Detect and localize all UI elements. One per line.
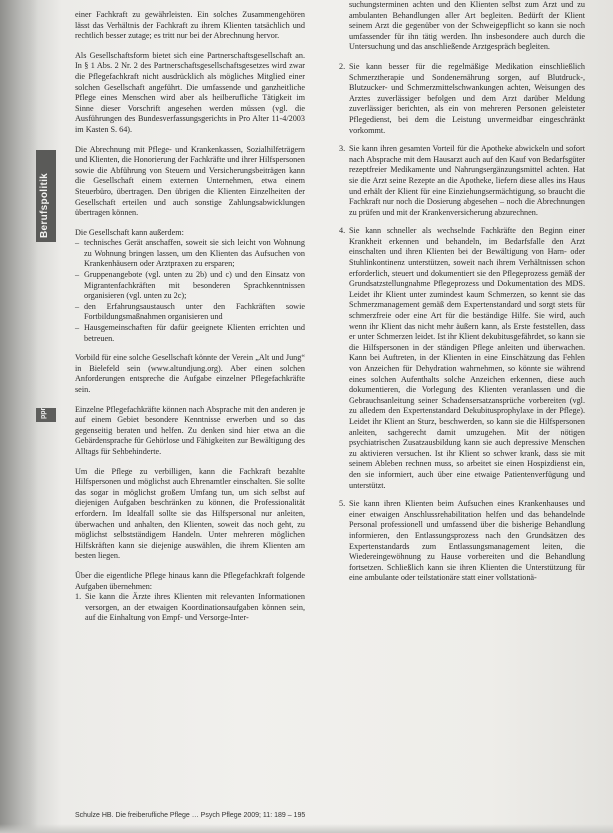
list-item — [339, 226, 585, 491]
list-number: 4. — [339, 226, 346, 236]
page-gutter-shadow — [0, 0, 38, 833]
journal-tab-small-label: ppr — [40, 407, 47, 419]
paragraph-intro: Die Gesellschaft kann außerdem: — [75, 227, 184, 237]
paragraph: Um die Pflege zu verbilligen, kann die Fachkraft bezahlte Hilfspersonen und möglichst auch Ehrenamtler einschalten. Sie sollte das sogar in möglichst großem Umfang tun, um sich selbst auf diejenigen Aufgaben beschränken zu können, die Professionalität erfordern. Im Idealfall sollte sie das Hilfspersonal nur anleiten, überwachen und anhalten, den Klienten, soweit das noch geht, zu möglichst selbstständigem Handeln. Unter mehreren möglichen Hilfskräften kann sie diejenige auswählen, die ihrem Klienten am besten liegen. — [75, 466, 305, 561]
list-item-text: Sie kann ihren Klienten beim Aufsuchen eines Krankenhauses und einer etwaigen Anschlussrehabilitation helfen und das behandelnde Personal professionell und umfassend über die bisherige Behandlung informieren, den Entlassungsprozess nach den Grundsätzen des Expertenstandards zum Entlassungsmanagement leiten, die Wiedereingewöhnung zu Hause vorbereiten und die Behandlung fortsetzen. Schließlich kann sie ihren Klienten die Unterstützung für eine ambulante oder teilstationäre statt einer vollstationä- — [349, 499, 585, 583]
section-tab-label: Berufspolitik — [39, 172, 50, 238]
list-item — [339, 144, 585, 218]
bullet-list — [75, 238, 305, 344]
list-item: – den Erfahrungsaustausch unter den Fachkräften sowie Fortbildungsmaßnahmen organisieren und — [75, 302, 305, 323]
list-item: – technisches Gerät anschaffen, soweit sie sich leicht von Wohnung zu Wohnung bringen lassen, um den Klienten das Aufsuchen von Krankenhäusern oder Arztpraxen zu ersparen; — [75, 238, 305, 270]
right-column — [339, 0, 585, 592]
list-item-text: Sie kann schneller als wechselnde Fachkräfte den Beginn einer Krankheit erkennen und behandeln, im Bedarfsfalle den Arzt einschalten und ihren Klienten bei der Bewältigung von Harn- oder Stuhlinkontinenz unterstützen, soweit nach ihrem Verhältnissen schon erforderlich, steuert und dokumentiert sie den Pflegeprozess gemäß der Grundsatzstellungnahme Pflegeprozess und Dokumentation des MDS. Leidet ihr Klient unter zumindest kaum Schmerzen, so kennt sie das Schmerzmanagement gemäß dem Expertenstandard und sorgt stets für schmerzfreie oder eine Art für die beständige Hilfe. Sie wird, auch wenn ihr Klient das nicht mehr äußern kann, als Erste feststellen, dass er unter Schmerzen leidet. Ist ihr Klient dekubitusgefährdet, so kann sie die Hilfspersonen in der ständigen Pflege anleiten und überwachen. Kann bei Auftreten, in der Klienten in eine Einschätzung das Fehlen von Anzeichen für Dehydration wahrnehmen, so könnte sie während eines solchen Aufenthalts solche Anzeichen erkennen, diese auch dokumentieren, die Vorlegung des Klienten veranlassen und die Gebrauchsanleitung seiner Schadensersatzansprüche vorbereiten (vgl. zu alledem den Expertenstandard Dekubitusprophylaxe in der Pflege). Leidet ihr Klient an Sturz, beschwerden, so kann sie die Hilfspersonen anleiten, sachgerecht damit umzugehen. Mit der nötigen psychiatrischen Zusatzausbildung kann sie auch depressive Menschen zu aktivieren versuchen. Ist ihr Klient so schwer krank, dass sie mit seinem Ableben rechnen muss, so arbeitet sie einen Hospizdienst ein, den sie informiert, auch über eine etwaige Patientenverfügung und unterstützt. — [349, 226, 585, 490]
list-item: 1. Sie kann die Ärzte ihres Klienten mit relevanten Informationen versorgen, an der etwaigen Koordinationsaufgaben können sein, auf die Einhaltung von Empf- und Versorge-Inter- — [75, 592, 305, 623]
paragraph-intro: Über die eigentliche Pflege hinaus kann die Pflegefachkraft folgende Aufgaben übernehmen: — [75, 570, 305, 591]
journal-tab-small — [36, 408, 56, 422]
numbered-list — [339, 62, 585, 584]
paragraph: suchungsterminen achten und den Klienten selbst zum Arzt und zu ambulanten Behandlungen aller Art begleiten. Bedürft der Klient seinem Arzt die gegenüber von der Schweigepflicht so kann sie noch umfassender für ihn tätig werden. Ihn insbesondere auch durch die Untersuchung und das anschließende Arztgespräch begleiten. — [349, 0, 585, 52]
left-column — [75, 10, 305, 632]
list-item: – Hausgemeinschaften für dafür geeignete Klienten errichten und betreuen. — [75, 323, 305, 344]
list-item — [339, 499, 585, 584]
numbered-list — [75, 592, 305, 624]
page-footer-citation: Schulze HB. Die freiberufliche Pflege … Psych Pflege 2009; 11: 189 – 195 — [75, 812, 306, 819]
list-item-text: Sie kann besser für die regelmäßige Medikation einschließlich Schmerztherapie und Sondenernährung sorgen, auf Blutdruck-, Blutzucker- und Schmerzmittelschwankungen achten, Weisungen des Arztes zuverlässiger befolgen und dem Arzt darüber Meldung zuverlässiger berichten, als ein von mehreren Personen geleisteter Pflegedienst, bei dem die Leistung unvermeidbar eingeschränkt vorkommt. — [349, 61, 585, 135]
section-tab — [36, 150, 56, 242]
list-number: 3. — [339, 144, 346, 154]
page-bottom-shadow — [0, 824, 613, 833]
paragraph: Die Abrechnung mit Pflege- und Krankenkassen, Sozialhilfeträgern und Klienten, die Honorierung der Fachkräfte und ihrer Hilfspersonen sowie die Abführung von Steuern und Versicherungsbeiträgen kann die Gesellschaft einem externen Unternehmen, etwa einem Steuerbüro, übertragen. Den übrigen die Klienten Einzelheiten der Gesellschaft erteilen und auch sonstige Zahlungsabwicklungen übertragen können. — [75, 144, 305, 218]
list-number: 2. — [339, 61, 346, 71]
paragraph: Einzelne Pflegefachkräfte können nach Absprache mit den anderen je auf einem Gebiet besondere Kenntnisse erwerben und so das gegenseitig beraten und helfen. Zu denken sind hier etwa an die Gebärdensprache für Gehörlose und Fähigkeiten zur Bewältigung des Alltags für Sehbehinderte. — [75, 404, 305, 456]
paragraph: Vorbild für eine solche Gesellschaft könnte der Verein „Alt und Jung“ in Bielefeld sein (www.altundjung.org). Aber einen solchen Anforderungen entspreche die Aufgabe einzelner Pflegefachkräfte sein. — [75, 353, 305, 394]
paragraph: einer Fachkraft zu gewährleisten. Ein solches Zusammengehören lässt das Verhältnis der Fachkraft zu ihrem Klienten tatsächlich und rechtlich besser zutage; es tritt nur bei der Abrechnung hervor. — [75, 10, 305, 41]
list-number: 5. — [339, 499, 346, 509]
list-item — [339, 62, 585, 136]
paragraph: Als Gesellschaftsform bietet sich eine Partnerschaftsgesellschaft an. In § 1 Abs. 2 Nr. 2 des Partnerschaftsgesellschaftsgesetzes wird zwar die Pflegefachkraft nicht ausdrücklich als mögliches Mitglied einer solchen Gesellschaft angeführt. Die umfassende und ganzheitliche Pflege eines Menschen wird aber als heilberufliche Tätigkeit im Sinne dieser Vorschrift angesehen werden müssen (vgl. die Ausführungen des Bundesverfassungsgerichts in Pro Alter 11-4/2003 im Kasten S. 64). — [75, 50, 305, 134]
list-item-text: Sie kann die Ärzte ihres Klienten mit relevanten Informationen versorgen, an der etwaigen Koordinationsaufgaben können sein, auf die Einhaltung von Empf- und Versorge-Inter- — [85, 592, 305, 623]
list-item: – Gruppenangebote (vgl. unten zu 2b) und c) und den Einsatz von Migrantenfachkräften mit besonderen Sprachkenntnissen organisieren (vgl. unten zu 2c); — [75, 270, 305, 302]
list-item-text: Sie kann ihren gesamten Vorteil für die Apotheke abwickeln und sofort nach Absprache mit dem Hausarzt auch auf den Kauf von Bedarfsgüter rezeptfreier Medikamente und Nahrungsergänzungsmittel achten. Hat sie die Arzt seine Rezepte an die Apotheke, liefern diese alles ins Haus und erhält der Klient für eine Einziehungsermächtigung, so braucht die Fachkraft nur noch die Dosierung abgesehen – noch die Abrechnungen zu prüfen und mit der Krankenversicherung abzurechnen. — [349, 144, 585, 217]
